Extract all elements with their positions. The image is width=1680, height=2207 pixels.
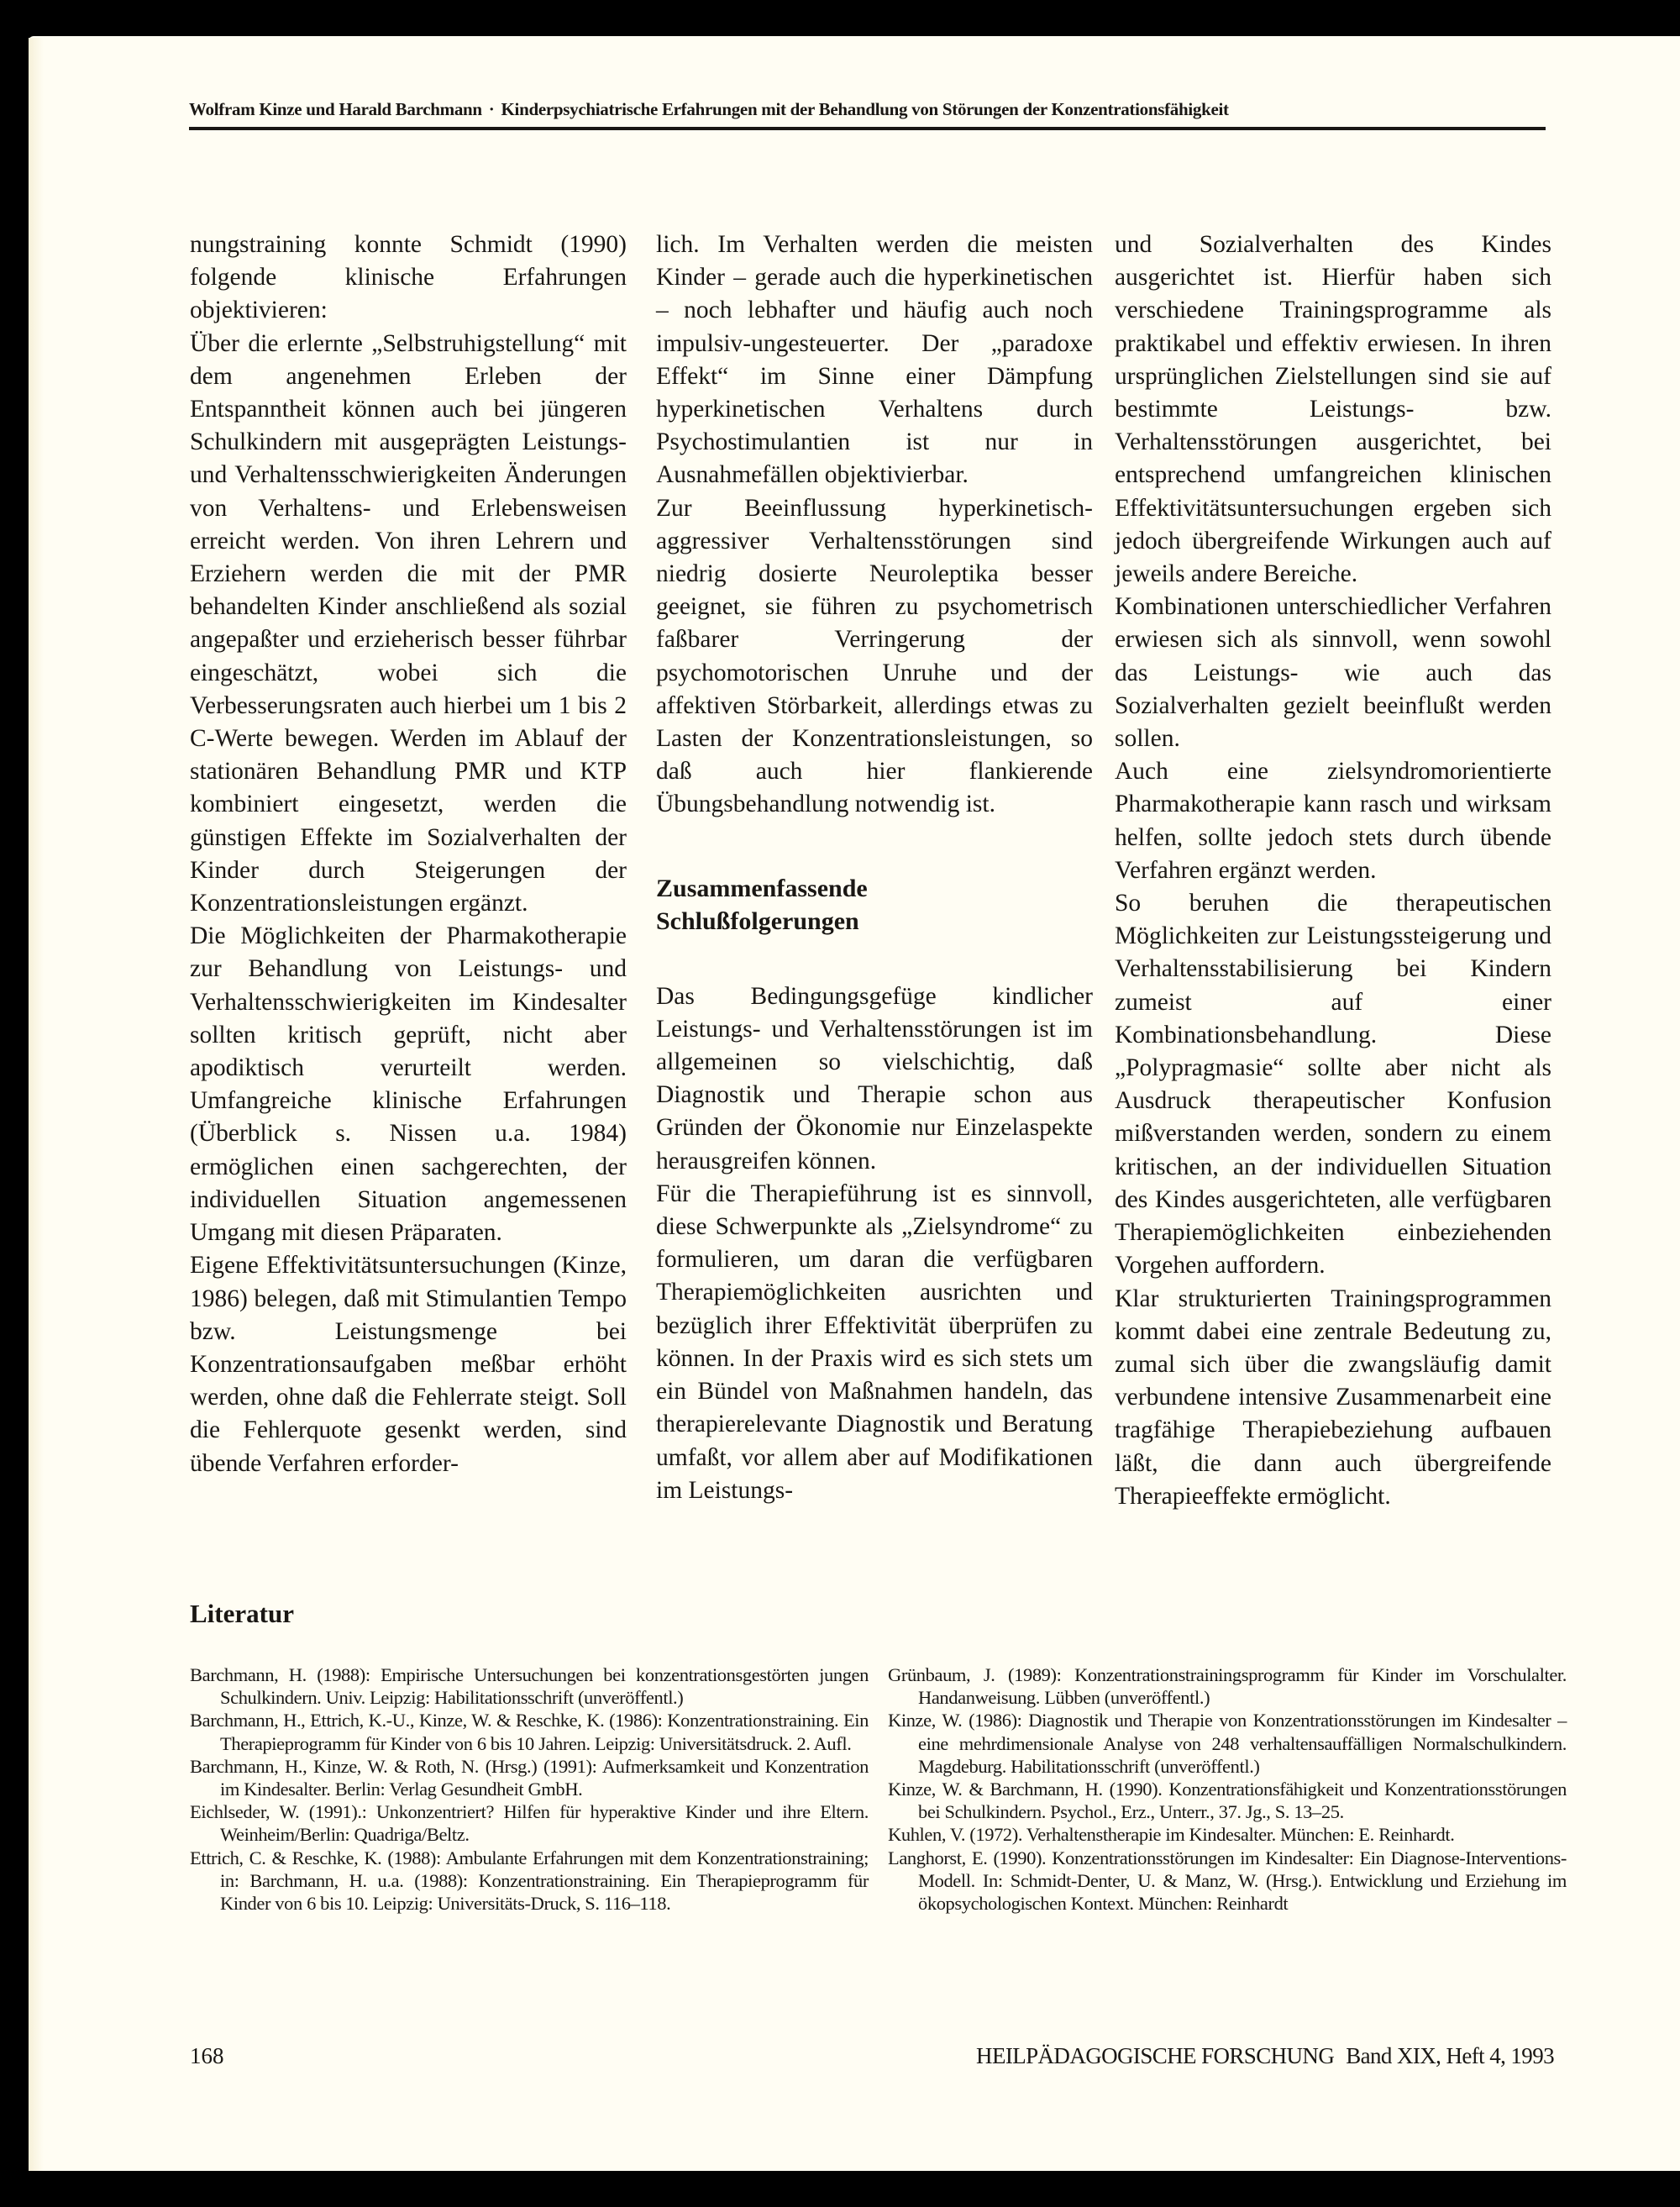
literature-heading: Literatur (190, 1599, 294, 1628)
reference-entry: Grünbaum, J. (1989): Konzentrationstrainingsprogramm für Kinder im Vorschulalter. Handanweisung. Lübben (unveröffentl.) (888, 1664, 1567, 1709)
page-number: 168 (190, 2043, 224, 2068)
reference-list-left (190, 1663, 869, 1915)
paragraph: Für die Therapieführung ist es sinnvoll, diese Schwerpunkte als „Zielsyndrome“ zu formulieren, um daran die verfügbaren Therapiemöglichkeiten ausrichten und bezüglich ihrer Effektivität überprüfen zu können. In der Praxis wird es sich stets um ein Bündel von Maßnahmen handeln, das therapierelevante Diagnostik und Beratung umfaßt, vor allem aber auf Modifikationen im Leistungs- (656, 1180, 1093, 1504)
running-head (189, 99, 1546, 120)
running-head-authors: Wolfram Kinze und Harald Barchmann (189, 99, 482, 119)
paragraph: Über die erlernte „Selbstruhigstellung“ mit dem angenehmen Erleben der Entspanntheit können auch bei jüngeren Schulkindern mit ausgeprägten Leistungs- und Verhaltensschwierigkeiten Änderungen von Verhaltens- und Erlebensweisen erreicht werden. Von ihren Lehrern und Erziehern werden die mit der PMR behandelten Kinder anschließend als sozial angepaßter und erzieherisch besser führbar eingeschätzt, wobei sich die Verbesserungsraten auch hierbei um 1 bis 2 C-Werte bewegen. Werden im Ablauf der stationären Behandlung PMR und KTP kombiniert eingesetzt, werden die günstigen Effekte im Sozialverhalten der Kinder durch Steigerungen der Konzentrationsleistungen ergänzt. (190, 329, 627, 917)
reference-entry: Kuhlen, V. (1972). Verhaltenstherapie im Kindesalter. München: E. Reinhardt. (888, 1824, 1455, 1846)
paragraph: lich. Im Verhalten werden die meisten Kinder – gerade auch die hyperkinetischen – noch lebhafter und häufig auch noch impulsiv-ungesteuerter. Der „paradoxe Effekt“ im Sinne einer Dämpfung hyperkinetischen Verhaltens durch Psychostimulantien ist nur in Ausnahmefällen objektivierbar. (656, 231, 1093, 489)
paragraph: Auch eine zielsyndromorientierte Pharmakotherapie kann rasch und wirksam helfen, sollte jedoch stets durch übende Verfahren ergänzt werden. (1115, 758, 1551, 884)
journal-name: HEILPÄDAGOGISCHE FORSCHUNG (976, 2043, 1335, 2068)
reference-entry: Barchmann, H. (1988): Empirische Untersuchungen bei konzentrationsgestörten jungen Schulkindern. Univ. Leipzig: Habilitationsschrift (unveröffentl.) (190, 1664, 869, 1709)
paragraph: Zur Beeinflussung hyperkinetisch-aggressiver Verhaltensstörungen sind niedrig dosierte Neuroleptika besser geeignet, sie führen zu psychometrisch faßbarer Verringerung der psychomotorischen Unruhe und der affektiven Störbarkeit, allerdings etwas zu Lasten der Konzentrationsleistungen, so daß auch hier flankierende Übungsbehandlung notwendig ist. (656, 494, 1093, 818)
header-rule (189, 127, 1546, 130)
text-column-2 (656, 229, 1093, 1507)
paragraph: nungstraining konnte Schmidt (1990) folgende klinische Erfahrungen objektivieren: (190, 231, 627, 324)
section-heading-line2: Schlußfolgerungen (656, 906, 859, 935)
section-heading-line1: Zusammenfassende (656, 874, 868, 902)
paragraph: So beruhen die therapeutischen Möglichkeiten zur Leistungssteigerung und Verhaltensstabilisierung bei Kindern zumeist auf einer Kombinationsbehandlung. Diese „Polypragmasie“ sollte aber nicht als Ausdruck therapeutischer Konfusion mißverstanden werden, sondern zu einem kritischen, an der individuellen Situation des Kindes ausgerichteten, alle verfügbaren Therapiemöglichkeiten einbeziehenden Vorgehen auffordern. (1115, 890, 1551, 1280)
reference-entry: Eichlseder, W. (1991).: Unkonzentriert? Hilfen für hyperaktive Kinder und ihre Eltern. Weinheim/Berlin: Quadriga/Beltz. (190, 1801, 869, 1846)
paragraph: Klar strukturierten Trainingsprogrammen kommt dabei eine zentrale Bedeutung zu, zumal sich über die zwangsläufig damit verbundene intensive Zusammenarbeit eine tragfähige Therapiebeziehung aufbauen läßt, die dann auch übergreifende Therapieeffekte ermöglicht. (1115, 1285, 1551, 1510)
paragraph: und Sozialverhalten des Kindes ausgerichtet ist. Hierfür haben sich verschiedene Trainingsprogramme als praktikabel und effektiv erwiesen. In ihren ursprünglichen Zielstellungen sind sie auf bestimmte Leistungs- bzw. Verhaltensstörungen ausgerichtet, bei entsprechend umfangreichen klinischen Effektivitätsuntersuchungen ergeben sich jedoch übergreifende Wirkungen auch auf jeweils andere Bereiche. (1115, 231, 1551, 588)
text-column-1 (190, 229, 627, 1480)
reference-entry: Ettrich, C. & Reschke, K. (1988): Ambulante Erfahrungen mit dem Konzentrationstraining; in: Barchmann, H. u.a. (1988): Konzentrationstraining. Ein Therapieprogramm für Kinder von 6 bis 10. Leipzig: Universitäts-Druck, S. 116–118. (190, 1847, 869, 1915)
running-head-title: Kinderpsychiatrische Erfahrungen mit der Behandlung von Störungen der Konzentrationsfähigkeit (501, 99, 1229, 119)
reference-entry: Barchmann, H., Kinze, W. & Roth, N. (Hrsg.) (1991): Aufmerksamkeit und Konzentration im Kindesalter. Berlin: Verlag Gesundheit GmbH. (190, 1755, 869, 1800)
reference-list-right (888, 1663, 1567, 1915)
reference-entry: Kinze, W. (1986): Diagnostik und Therapie von Konzentrationsstörungen im Kindesalter – eine mehrdimensionale Analyse von 248 verhaltensauffälligen Normalschulkindern. Magdeburg. Habilitationsschrift (unveröffentl.) (888, 1710, 1567, 1777)
section-heading (656, 872, 1093, 938)
page-edge (29, 38, 44, 2171)
running-head-separator: · (488, 99, 495, 119)
reference-entry: Langhorst, E. (1990). Konzentrationsstörungen im Kindesalter: Ein Diagnose-Interventions-Modell. In: Schmidt-Denter, U. & Manz, W. (Hrsg.). Entwicklung und Erziehung im ökopsychologischen Kontext. München: Reinhardt (888, 1847, 1567, 1915)
text-column-3 (1115, 229, 1551, 1513)
reference-entry: Kinze, W. & Barchmann, H. (1990). Konzentrationsfähigkeit und Konzentrationsstörungen bei Schulkindern. Psychol., Erz., Unterr., 37. Jg., S. 13–25. (888, 1779, 1567, 1823)
journal-issue: Band XIX, Heft 4, 1993 (1346, 2043, 1554, 2068)
journal-footer (976, 2043, 1554, 2069)
reference-entry: Barchmann, H., Ettrich, K.-U., Kinze, W. & Reschke, K. (1986): Konzentrationstraining. Ein Therapieprogramm für Kinder von 6 bis 10 Jahren. Leipzig: Universitätsdruck. 2. Aufl. (190, 1710, 869, 1754)
paragraph: Kombinationen unterschiedlicher Verfahren erwiesen sich als sinnvoll, wenn sowohl das Leistungs- wie auch das Sozialverhalten gezielt beeinflußt werden sollen. (1115, 593, 1551, 753)
paragraph: Eigene Effektivitätsuntersuchungen (Kinze, 1986) belegen, daß mit Stimulantien Tempo bzw. Leistungsmenge bei Konzentrationsaufgaben meßbar erhöht werden, ohne daß die Fehlerrate steigt. Soll die Fehlerquote gesenkt werden, sind übende Verfahren erforder- (190, 1252, 627, 1477)
paragraph: Das Bedingungsgefüge kindlicher Leistungs- und Verhaltensstörungen ist im allgemeinen so vielschichtig, daß Diagnostik und Therapie schon aus Gründen der Ökonomie nur Einzelaspekte herausgreifen können. (656, 982, 1093, 1174)
paragraph: Die Möglichkeiten der Pharmakotherapie zur Behandlung von Leistungs- und Verhaltensschwierigkeiten im Kindesalter sollten kritisch geprüft, nicht aber apodiktisch verurteilt werden. Umfangreiche klinische Erfahrungen (Überblick s. Nissen u.a. 1984) ermöglichen einen sachgerechten, der individuellen Situation angemessenen Umgang mit diesen Präparaten. (190, 922, 627, 1247)
